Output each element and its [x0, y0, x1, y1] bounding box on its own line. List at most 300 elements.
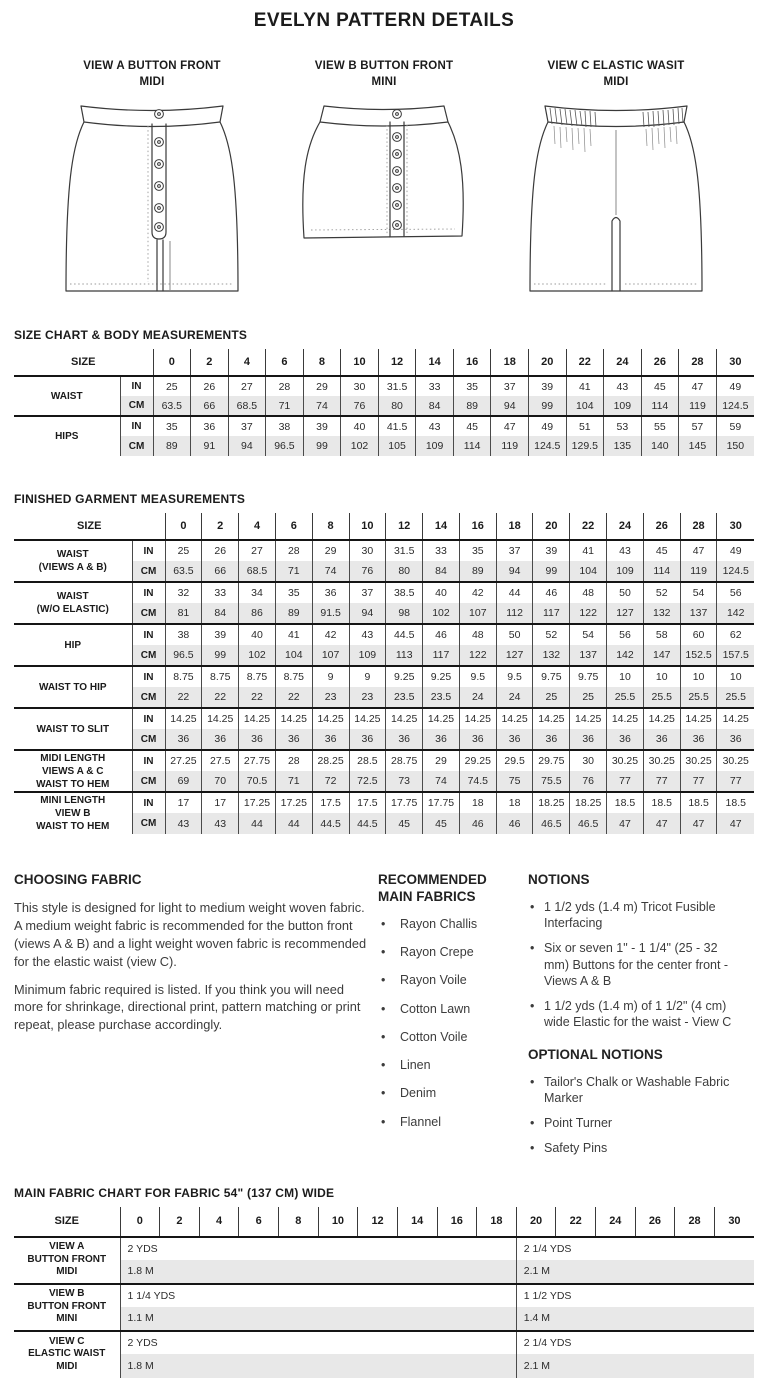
value-cell: 96.5	[165, 645, 202, 666]
bullet-icon: •	[530, 941, 535, 956]
size-col-header: 30	[714, 1207, 754, 1237]
value-cell: 48	[459, 624, 496, 645]
value-cell: 76	[349, 561, 386, 582]
value-cell: 30	[570, 750, 607, 771]
value-cell: 25	[533, 687, 570, 708]
view-a	[36, 58, 268, 306]
list-item-text: Denim	[400, 1086, 437, 1101]
view-c-heading-line1: VIEW C ELASTIC WASIT	[547, 60, 685, 72]
size-col-header: 14	[416, 349, 454, 376]
yardage-row-yds	[14, 1284, 754, 1308]
unit-cm: CM	[132, 813, 165, 834]
list-item	[528, 1140, 744, 1156]
value-cell: 26	[202, 540, 239, 561]
value-cell: 34	[239, 582, 276, 603]
value-cell: 68.5	[239, 561, 276, 582]
value-cell: 36	[423, 729, 460, 750]
size-col-header: 0	[153, 349, 191, 376]
size-col-header: 28	[680, 513, 717, 540]
value-cell: 47	[680, 540, 717, 561]
size-col-header: 16	[453, 349, 491, 376]
view-a-buttons	[155, 110, 164, 232]
list-item	[528, 940, 744, 989]
value-cell: 105	[378, 436, 416, 456]
bullet-icon: •	[381, 1086, 386, 1101]
value-cell: 75	[496, 771, 533, 792]
row-label: VIEW B BUTTON FRONT MINI	[27, 1288, 107, 1325]
row-label: HIPS	[55, 431, 79, 442]
value-cell: 22	[165, 687, 202, 708]
value-cell: 46	[459, 813, 496, 834]
value-cell: 14.25	[496, 708, 533, 729]
yardage-cell: 2 1/4 YDS	[516, 1237, 754, 1261]
value-cell: 36	[496, 729, 533, 750]
view-b-skirt-drawing	[284, 94, 484, 306]
value-cell: 9	[349, 666, 386, 687]
value-cell: 84	[202, 603, 239, 624]
value-cell: 29.5	[496, 750, 533, 771]
value-cell: 86	[239, 603, 276, 624]
value-cell: 43	[607, 540, 644, 561]
value-cell: 147	[643, 645, 680, 666]
value-cell: 30.25	[643, 750, 680, 771]
size-col-header: 8	[312, 513, 349, 540]
size-col-header: 0	[120, 1207, 160, 1237]
measurement-row-in	[14, 416, 754, 436]
notions-section	[528, 872, 744, 1166]
value-cell: 109	[604, 396, 642, 416]
value-cell: 24	[459, 687, 496, 708]
value-cell: 17.25	[239, 792, 276, 813]
size-col-header: 8	[279, 1207, 319, 1237]
view-b-heading-line2: MINI	[371, 76, 397, 89]
size-col-header: 0	[165, 513, 202, 540]
value-cell: 53	[604, 416, 642, 436]
list-item-text: Point Turner	[544, 1116, 613, 1130]
value-cell: 56	[717, 582, 754, 603]
value-cell: 94	[228, 436, 266, 456]
value-cell: 10	[717, 666, 754, 687]
bullet-icon: •	[381, 1029, 386, 1044]
yardage-cell: 2.1 M	[516, 1260, 754, 1284]
value-cell: 39	[303, 416, 341, 436]
value-cell: 30	[349, 540, 386, 561]
notions-list	[528, 899, 744, 1031]
value-cell: 57	[679, 416, 717, 436]
value-cell: 113	[386, 645, 423, 666]
view-b-heading	[284, 58, 484, 92]
view-b	[284, 58, 484, 306]
value-cell: 45	[386, 813, 423, 834]
size-col-header: 2	[191, 349, 229, 376]
unit-in: IN	[132, 666, 165, 687]
choosing-fabric-section	[14, 872, 370, 1166]
value-cell: 77	[607, 771, 644, 792]
choosing-fabric-heading: CHOOSING FABRIC	[14, 872, 142, 887]
value-cell: 14.25	[717, 708, 754, 729]
measurement-row-in	[14, 540, 754, 561]
size-label: SIZE	[77, 520, 102, 532]
value-cell: 14.25	[533, 708, 570, 729]
value-cell: 33	[423, 540, 460, 561]
measurement-row-in	[14, 666, 754, 687]
value-cell: 66	[191, 396, 229, 416]
value-cell: 23	[312, 687, 349, 708]
view-a-skirt-drawing	[36, 94, 268, 306]
measurement-row-in	[14, 624, 754, 645]
size-col-header: 12	[358, 1207, 398, 1237]
value-cell: 27.5	[202, 750, 239, 771]
value-cell: 37	[496, 540, 533, 561]
value-cell: 36	[533, 729, 570, 750]
size-col-header: 30	[717, 513, 754, 540]
value-cell: 29.75	[533, 750, 570, 771]
row-label: VIEW C ELASTIC WAIST MIDI	[28, 1335, 106, 1372]
value-cell: 14.25	[386, 708, 423, 729]
row-label: WAIST (W/O ELASTIC)	[36, 591, 109, 615]
value-cell: 104	[275, 645, 312, 666]
value-cell: 114	[641, 396, 679, 416]
size-col-header: 22	[570, 513, 607, 540]
value-cell: 43	[604, 376, 642, 396]
bullet-icon: •	[381, 1114, 386, 1129]
unit-cm: CM	[120, 396, 153, 416]
size-label: SIZE	[71, 356, 96, 368]
row-label: WAIST TO HIP	[38, 681, 107, 693]
value-cell: 55	[641, 416, 679, 436]
value-cell: 30.25	[717, 750, 754, 771]
value-cell: 132	[533, 645, 570, 666]
value-cell: 71	[266, 396, 304, 416]
view-c-heading-line2: MIDI	[603, 76, 629, 89]
value-cell: 70.5	[239, 771, 276, 792]
yardage-cell: 1 1/2 YDS	[516, 1284, 754, 1308]
value-cell: 14.25	[459, 708, 496, 729]
size-col-header: 28	[675, 1207, 715, 1237]
value-cell: 29	[423, 750, 460, 771]
value-cell: 9.75	[533, 666, 570, 687]
size-col-header: 2	[160, 1207, 200, 1237]
view-c	[500, 58, 732, 306]
value-cell: 36	[191, 416, 229, 436]
size-col-header: 20	[516, 1207, 556, 1237]
value-cell: 30	[341, 376, 379, 396]
value-cell: 99	[533, 561, 570, 582]
value-cell: 18.25	[570, 792, 607, 813]
value-cell: 36	[386, 729, 423, 750]
value-cell: 18.5	[717, 792, 754, 813]
value-cell: 59	[716, 416, 754, 436]
value-cell: 46	[496, 813, 533, 834]
value-cell: 22	[202, 687, 239, 708]
value-cell: 104	[570, 561, 607, 582]
yardage-cell: 1.4 M	[516, 1307, 754, 1331]
value-cell: 71	[275, 561, 312, 582]
choosing-fabric-para2: Minimum fabric required is listed. If you think you will need more for shrinkage, directional print, pattern matching or print repeat, please purchase accordingly.	[14, 981, 361, 1033]
value-cell: 50	[607, 582, 644, 603]
value-cell: 14.25	[680, 708, 717, 729]
value-cell: 25.5	[680, 687, 717, 708]
size-col-header: 26	[643, 513, 680, 540]
value-cell: 10	[607, 666, 644, 687]
value-cell: 35	[153, 416, 191, 436]
value-cell: 27.25	[165, 750, 202, 771]
row-label: WAIST (VIEWS A & B)	[38, 549, 107, 573]
value-cell: 109	[607, 561, 644, 582]
list-item	[378, 1001, 524, 1017]
value-cell: 132	[643, 603, 680, 624]
finished-garment-table	[14, 513, 754, 834]
value-cell: 35	[453, 376, 491, 396]
value-cell: 36	[275, 729, 312, 750]
value-cell: 44	[239, 813, 276, 834]
list-item	[378, 1057, 524, 1073]
value-cell: 22	[239, 687, 276, 708]
value-cell: 33	[416, 376, 454, 396]
value-cell: 124.5	[528, 436, 566, 456]
list-item-text: Flannel	[400, 1114, 441, 1129]
value-cell: 56	[607, 624, 644, 645]
recommended-fabrics-section	[378, 872, 524, 1166]
value-cell: 76	[570, 771, 607, 792]
value-cell: 145	[679, 436, 717, 456]
view-a-heading	[36, 58, 268, 92]
value-cell: 36	[607, 729, 644, 750]
value-cell: 36	[680, 729, 717, 750]
list-item-text: Rayon Crepe	[400, 945, 474, 959]
size-col-header: 16	[459, 513, 496, 540]
value-cell: 44	[275, 813, 312, 834]
value-cell: 25	[165, 540, 202, 561]
value-cell: 23	[349, 687, 386, 708]
value-cell: 36	[570, 729, 607, 750]
value-cell: 10	[680, 666, 717, 687]
value-cell: 62	[717, 624, 754, 645]
yardage-cell: 2.1 M	[516, 1354, 754, 1378]
value-cell: 142	[717, 603, 754, 624]
size-header-row	[14, 349, 754, 376]
size-col-header: 2	[202, 513, 239, 540]
value-cell: 36	[239, 729, 276, 750]
value-cell: 68.5	[228, 396, 266, 416]
size-col-header: 4	[239, 513, 276, 540]
value-cell: 37	[228, 416, 266, 436]
value-cell: 29	[312, 540, 349, 561]
yardage-cell: 1.8 M	[120, 1354, 516, 1378]
list-item-text: Cotton Lawn	[400, 1001, 471, 1016]
value-cell: 27.75	[239, 750, 276, 771]
value-cell: 25.5	[643, 687, 680, 708]
value-cell: 24	[496, 687, 533, 708]
value-cell: 98	[386, 603, 423, 624]
waist-gathers	[554, 126, 677, 152]
value-cell: 18.5	[607, 792, 644, 813]
value-cell: 8.75	[239, 666, 276, 687]
list-item	[528, 1115, 744, 1131]
size-col-header: 20	[528, 349, 566, 376]
value-cell: 25.5	[717, 687, 754, 708]
unit-in: IN	[120, 376, 153, 396]
value-cell: 36	[459, 729, 496, 750]
value-cell: 36	[202, 729, 239, 750]
notions-heading: NOTIONS	[528, 872, 590, 887]
value-cell: 31.5	[378, 376, 416, 396]
measurement-row-cm	[14, 436, 754, 456]
size-col-header: 26	[641, 349, 679, 376]
value-cell: 25.5	[607, 687, 644, 708]
value-cell: 102	[239, 645, 276, 666]
value-cell: 66	[202, 561, 239, 582]
value-cell: 9.5	[459, 666, 496, 687]
value-cell: 74	[423, 771, 460, 792]
size-chart-title: SIZE CHART & BODY MEASUREMENTS	[14, 328, 248, 342]
value-cell: 91.5	[312, 603, 349, 624]
size-chart-table	[14, 349, 754, 456]
yardage-cell: 2 1/4 YDS	[516, 1331, 754, 1355]
value-cell: 137	[570, 645, 607, 666]
value-cell: 28.75	[386, 750, 423, 771]
value-cell: 41	[275, 624, 312, 645]
yardage-row-m	[14, 1307, 754, 1331]
size-header-row	[14, 513, 754, 540]
value-cell: 72	[312, 771, 349, 792]
value-cell: 99	[528, 396, 566, 416]
value-cell: 71	[275, 771, 312, 792]
value-cell: 25	[570, 687, 607, 708]
row-label: MINI LENGTH VIEW B WAIST TO HEM	[36, 795, 110, 832]
value-cell: 117	[533, 603, 570, 624]
view-a-heading-line1: VIEW A BUTTON FRONT	[83, 60, 221, 72]
size-col-header: 26	[635, 1207, 675, 1237]
size-col-header: 24	[607, 513, 644, 540]
value-cell: 129.5	[566, 436, 604, 456]
value-cell: 18	[496, 792, 533, 813]
value-cell: 48	[570, 582, 607, 603]
value-cell: 102	[423, 603, 460, 624]
value-cell: 36	[349, 729, 386, 750]
value-cell: 14.25	[165, 708, 202, 729]
value-cell: 80	[378, 396, 416, 416]
value-cell: 36	[717, 729, 754, 750]
value-cell: 29	[303, 376, 341, 396]
value-cell: 9.75	[570, 666, 607, 687]
recommended-fabrics-list	[378, 916, 524, 1130]
measurement-row-in	[14, 792, 754, 813]
value-cell: 44.5	[386, 624, 423, 645]
size-col-header: 28	[679, 349, 717, 376]
size-col-header: 4	[199, 1207, 239, 1237]
value-cell: 43	[165, 813, 202, 834]
size-col-header: 22	[566, 349, 604, 376]
value-cell: 36	[643, 729, 680, 750]
yardage-row-yds	[14, 1237, 754, 1261]
value-cell: 77	[680, 771, 717, 792]
value-cell: 14.25	[607, 708, 644, 729]
value-cell: 47	[643, 813, 680, 834]
value-cell: 36	[312, 582, 349, 603]
value-cell: 89	[459, 561, 496, 582]
value-cell: 35	[459, 540, 496, 561]
value-cell: 140	[641, 436, 679, 456]
value-cell: 8.75	[165, 666, 202, 687]
value-cell: 47	[607, 813, 644, 834]
list-item	[378, 972, 524, 988]
value-cell: 22	[275, 687, 312, 708]
value-cell: 14.25	[275, 708, 312, 729]
value-cell: 152.5	[680, 645, 717, 666]
size-col-header: 10	[318, 1207, 358, 1237]
unit-in: IN	[120, 416, 153, 436]
value-cell: 14.25	[570, 708, 607, 729]
value-cell: 14.25	[349, 708, 386, 729]
value-cell: 80	[386, 561, 423, 582]
value-cell: 27	[239, 540, 276, 561]
optional-notions-list	[528, 1074, 744, 1157]
recommended-fabrics-heading: RECOMMENDED MAIN FABRICS	[378, 872, 487, 904]
value-cell: 45	[643, 540, 680, 561]
size-col-header: 10	[341, 349, 379, 376]
value-cell: 122	[459, 645, 496, 666]
value-cell: 39	[202, 624, 239, 645]
value-cell: 25	[153, 376, 191, 396]
value-cell: 14.25	[423, 708, 460, 729]
value-cell: 40	[341, 416, 379, 436]
yardage-cell: 2 YDS	[120, 1237, 516, 1261]
unit-in: IN	[132, 750, 165, 771]
value-cell: 104	[566, 396, 604, 416]
value-cell: 47	[680, 813, 717, 834]
value-cell: 43	[202, 813, 239, 834]
value-cell: 72.5	[349, 771, 386, 792]
value-cell: 150	[716, 436, 754, 456]
value-cell: 14.25	[239, 708, 276, 729]
size-col-header: 18	[491, 349, 529, 376]
value-cell: 28.25	[312, 750, 349, 771]
list-item-text: Six or seven 1" - 1 1/4" (25 - 32 mm) Buttons for the center front - Views A & B	[544, 941, 729, 988]
bullet-icon: •	[530, 1141, 535, 1156]
yardage-row-yds	[14, 1331, 754, 1355]
value-cell: 63.5	[153, 396, 191, 416]
yardage-row-m	[14, 1260, 754, 1284]
size-col-header: 12	[386, 513, 423, 540]
value-cell: 35	[275, 582, 312, 603]
bullet-icon: •	[530, 1074, 535, 1089]
value-cell: 52	[643, 582, 680, 603]
value-cell: 14.25	[312, 708, 349, 729]
view-c-heading	[500, 58, 732, 92]
size-col-header: 18	[477, 1207, 517, 1237]
value-cell: 119	[680, 561, 717, 582]
value-cell: 81	[165, 603, 202, 624]
value-cell: 45	[453, 416, 491, 436]
fabric-chart-title: MAIN FABRIC CHART FOR FABRIC 54" (137 CM) WIDE	[14, 1185, 335, 1200]
value-cell: 47	[679, 376, 717, 396]
value-cell: 17.5	[312, 792, 349, 813]
value-cell: 31.5	[386, 540, 423, 561]
bullet-icon: •	[530, 1116, 535, 1130]
unit-cm: CM	[132, 771, 165, 792]
list-item-text: Linen	[400, 1058, 431, 1072]
value-cell: 49	[716, 376, 754, 396]
value-cell: 42	[459, 582, 496, 603]
value-cell: 46.5	[533, 813, 570, 834]
value-cell: 17	[202, 792, 239, 813]
value-cell: 51	[566, 416, 604, 436]
value-cell: 40	[423, 582, 460, 603]
value-cell: 46	[423, 624, 460, 645]
value-cell: 14.25	[202, 708, 239, 729]
value-cell: 50	[496, 624, 533, 645]
